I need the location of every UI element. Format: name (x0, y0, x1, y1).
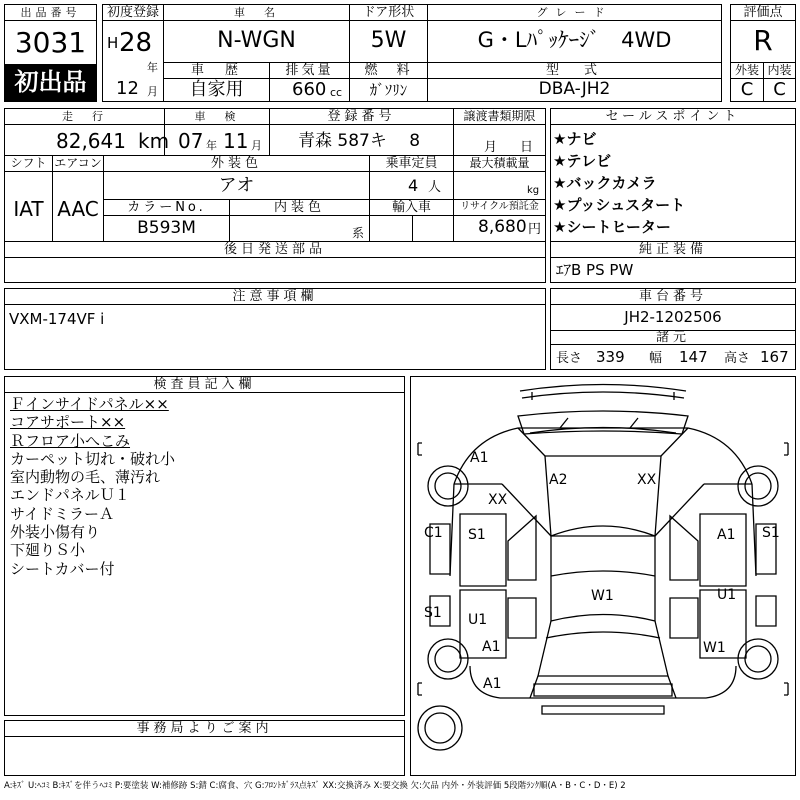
chassis-label: 車台番号 (638, 289, 707, 304)
notes-label: 注意事項欄 (232, 289, 318, 304)
equipment-label: 純正装備 (638, 242, 707, 257)
equipment-value: ｴｱB PS PW (556, 261, 634, 279)
diagram-label: W1 (703, 640, 726, 656)
grade: G・Lﾊﾟｯｹｰｼﾞ 4WD (477, 28, 672, 52)
inspector-item: Ｆインサイドパネル×× (10, 395, 169, 413)
later-parts-label: 後日発送部品 (223, 242, 326, 257)
sales-point-item: ★ナビ (553, 130, 597, 148)
length-label: 長さ (556, 351, 583, 366)
fuel: ｶﾞｿﾘﾝ (369, 81, 408, 99)
mileage-label: 走 行 (62, 110, 107, 123)
inspector-item: Ｒフロア小へこみ (10, 431, 131, 450)
diagram-label: C1 (424, 525, 443, 541)
inspector-item: コアサポート×× (10, 413, 126, 432)
inspector-item: シートカバー付 (10, 559, 115, 578)
plate-number: 青森 587キ 8 (298, 131, 421, 151)
fuel-label: 燃 料 (364, 63, 413, 78)
chassis-number: JH2-1202506 (624, 308, 722, 326)
sales-point-item: ★シートヒーター (553, 218, 671, 236)
later-parts-box (4, 257, 546, 283)
office-box (4, 736, 405, 776)
ac-label: エアコン (54, 156, 102, 170)
door-type: 5W (370, 28, 407, 53)
diagram-label: U1 (468, 612, 488, 628)
diagram-label: A2 (549, 472, 568, 488)
import-label: 輸入車 (391, 200, 431, 215)
exterior-label: 外装 (734, 63, 759, 77)
transfer-day-unit: 日 (520, 140, 534, 155)
score: R (753, 24, 773, 57)
import-divider (412, 215, 413, 242)
diagram-label: S1 (762, 525, 780, 541)
first-reg-era: H (107, 34, 119, 52)
lot-number-label: 出品番号 (20, 6, 81, 19)
length: 339 (596, 348, 625, 366)
mileage-unit: km (138, 129, 170, 153)
height-label: 高さ (724, 351, 751, 366)
score-label: 評価点 (743, 5, 783, 20)
diagram-label: XX (488, 492, 508, 508)
first-reg-year: 28 (119, 28, 153, 58)
grade-label: グレード (536, 6, 613, 19)
history: 自家用 (189, 79, 244, 100)
recycle-unit: 円 (528, 222, 542, 237)
inspection-month: 11 (223, 129, 249, 153)
plate-label: 登録番号 (327, 109, 396, 124)
recycle-label: リサイクル預託金 (460, 201, 539, 212)
ac-value: AAC (57, 197, 99, 221)
transfer-month-unit: 月 (484, 140, 498, 155)
history-label: 車 歴 (190, 63, 242, 78)
diagram-label: S1 (424, 605, 442, 621)
recycle: 8,680 (478, 217, 527, 237)
int-color-label: 内装色 (273, 200, 325, 215)
inspection-year: 07 (178, 129, 204, 153)
exterior-grade: C (740, 79, 754, 100)
inspector-item: 室内動物の毛、薄汚れ (10, 468, 161, 487)
first-reg-label: 初度登録 (106, 5, 159, 20)
car-name: N-WGN (217, 28, 296, 53)
inspector-item: 下廻りＳ小 (10, 541, 86, 560)
sales-point-item: ★テレビ (553, 152, 612, 170)
inspection-year-unit: 年 (206, 139, 217, 152)
width: 147 (679, 348, 708, 366)
interior-grade: C (773, 79, 786, 100)
car-diagram (410, 376, 796, 776)
displacement: 660 (292, 79, 327, 100)
door-label: ドア形状 (362, 5, 415, 20)
sales-point-item: ★プッシュスタート (553, 196, 686, 214)
model-label: 型 式 (545, 63, 603, 78)
inspector-item: エンドパネルＵ１ (10, 486, 130, 505)
notes-value: VXM-174VF i (9, 310, 105, 328)
ext-color: アオ (218, 175, 255, 196)
capacity-unit: 人 (428, 180, 442, 195)
diagram-label: XX (637, 472, 657, 488)
mileage: 82,641 (56, 129, 126, 153)
capacity: 4 (408, 176, 419, 195)
inspection-label: 車 検 (194, 110, 240, 123)
legend: A:ｷｽﾞ U:ﾍｺﾐ B:ｷｽﾞを伴うﾍｺﾐ P:要塗装 W:補修跡 S:錆 C:腐食、穴 G:ﾌﾛﾝﾄｶﾞﾗｽ点ｷｽﾞ XX:交換済み X:要交換 欠:欠品 内外・外装評価 5段階ﾗﾝｸ順(A・B・C・D・E) 2 (4, 781, 626, 791)
interior-label: 内装 (767, 63, 792, 77)
diagram-label: A1 (717, 527, 736, 543)
sales-point-item: ★バックカメラ (553, 174, 657, 192)
first-reg-month: 12 (116, 78, 139, 99)
color-no: B593M (137, 218, 196, 238)
inspector-list (10, 395, 175, 578)
transfer-label: 譲渡書類期限 (463, 109, 536, 123)
inspector-item: サイドミラーＡ (10, 504, 114, 523)
specs-label: 諸元 (655, 330, 690, 345)
color-no-label: カラーNo. (127, 200, 206, 215)
diagram-label: W1 (591, 588, 614, 604)
displacement-label: 排気量 (285, 63, 334, 78)
height: 167 (760, 348, 789, 366)
first-listing-text: 初出品 (14, 68, 87, 96)
int-color-box (229, 215, 370, 242)
model-code: DBA-JH2 (538, 79, 611, 99)
sales-points-list (553, 128, 685, 238)
car-name-label: 車 名 (234, 6, 279, 19)
max-load-label: 最大積載量 (469, 156, 530, 170)
lot-number: 3031 (14, 26, 87, 59)
inspector-item: 外装小傷有り (10, 523, 101, 542)
width-label: 幅 (649, 351, 663, 366)
diagram-label: S1 (468, 527, 486, 543)
inspector-label: 検査員記入欄 (153, 377, 256, 392)
capacity-label: 乗車定員 (385, 156, 438, 171)
diagram-label: A1 (482, 639, 501, 655)
shift-label: シフト (10, 156, 47, 170)
ext-color-label: 外装色 (210, 156, 262, 171)
inspection-month-unit: 月 (251, 139, 262, 152)
year-unit: 年 (147, 61, 158, 74)
office-label: 事務局よりご案内 (136, 721, 273, 736)
inspector-item: カーペット切れ・破れ小 (10, 449, 176, 468)
int-color-unit: 系 (352, 226, 365, 240)
diagram-label: A1 (483, 676, 502, 692)
max-load-unit: kg (527, 185, 540, 196)
diagram-label: A1 (470, 450, 489, 466)
month-unit: 月 (147, 85, 158, 98)
diagram-label: U1 (717, 587, 737, 603)
shift-value: IAT (13, 197, 44, 221)
sales-points-label: セールスポイント (605, 109, 741, 124)
displacement-unit: cc (330, 86, 343, 99)
